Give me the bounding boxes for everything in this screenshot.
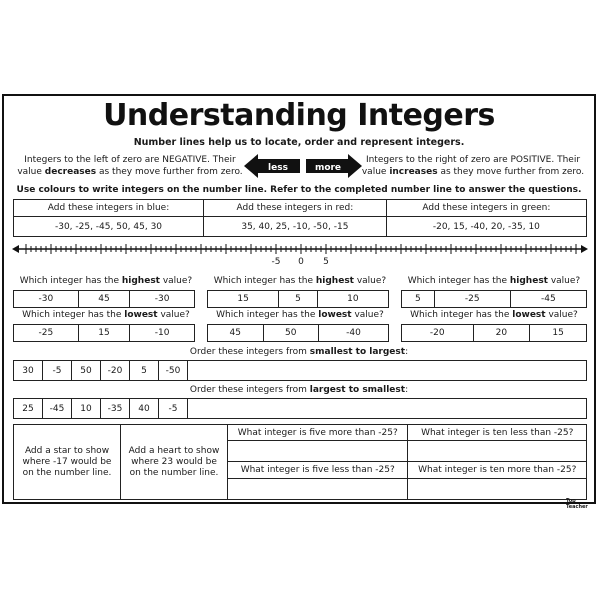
order-value: 30	[14, 361, 43, 381]
more-arrow-icon	[306, 154, 362, 178]
option[interactable]: 45	[78, 291, 129, 308]
five-less-question: What integer is five less than -25?	[228, 462, 408, 478]
option[interactable]: 45	[208, 325, 264, 342]
q-tail: value?	[157, 310, 190, 320]
q-text: Order these integers from	[189, 385, 310, 395]
worksheet	[2, 94, 596, 510]
five-more-question: What integer is five more than -25?	[228, 425, 408, 441]
lowest-options-3	[401, 324, 587, 342]
red-heading: Add these integers in red:	[204, 200, 387, 217]
q-tail: :	[405, 385, 409, 395]
subtitle: Number lines help us to locate, order and represent integers.	[133, 137, 465, 148]
lowest-options-1	[13, 324, 195, 342]
lowest-question-1	[13, 310, 199, 320]
highest-options-3	[401, 290, 587, 308]
less-arrow-icon	[244, 154, 300, 178]
option[interactable]: -25	[14, 325, 79, 342]
q-bold: lowest	[318, 310, 352, 320]
order-value: -45	[43, 399, 72, 419]
q-text: Which integer has the	[216, 310, 319, 320]
order-value: 50	[72, 361, 101, 381]
option[interactable]: 50	[263, 325, 319, 342]
less-label: less	[268, 163, 288, 173]
option[interactable]: 15	[208, 291, 279, 308]
option[interactable]: 20	[473, 325, 530, 342]
q-text: Which integer has the	[22, 310, 125, 320]
highest-question-2	[207, 276, 393, 286]
q-bold: highest	[509, 276, 548, 286]
order-answer-field[interactable]	[188, 399, 587, 419]
instruction: Use colours to write integers on the number line. Refer to the completed number line to answer the questions.	[16, 185, 582, 195]
green-values: -20, 15, -40, 20, -35, 10	[386, 217, 586, 237]
brand-logo: Top Teacher	[566, 498, 588, 510]
red-values: 35, 40, 25, -10, -50, -15	[204, 217, 387, 237]
q-text: Which integer has the	[407, 276, 510, 286]
bottom-tasks-table	[13, 424, 587, 500]
order-asc-question	[4, 347, 594, 357]
order-value: 25	[14, 399, 43, 419]
negative-note-text: Integers to the left of zero are NEGATIVE. Their value	[17, 155, 236, 177]
ten-less-answer[interactable]	[408, 441, 587, 462]
order-value: 40	[130, 399, 159, 419]
more-label: more	[314, 163, 342, 173]
q-tail: value?	[351, 310, 384, 320]
order-value: -5	[43, 361, 72, 381]
q-text: Order these integers from	[189, 347, 310, 357]
option[interactable]: -40	[319, 325, 389, 342]
color-groups-table	[13, 199, 587, 237]
q-tail: value?	[547, 276, 581, 286]
option[interactable]: -20	[402, 325, 474, 342]
highest-options-1	[13, 290, 195, 308]
star-task[interactable]: Add a star to show where -17 would be on the number line.	[14, 425, 121, 500]
q-tail: :	[405, 347, 409, 357]
positive-note-bold: increases	[389, 167, 438, 177]
order-desc-question	[4, 385, 594, 395]
five-less-answer[interactable]	[228, 478, 408, 499]
right-arrowhead-icon	[581, 245, 588, 253]
ten-more-question: What integer is ten more than -25?	[408, 462, 587, 478]
q-bold: highest	[315, 276, 354, 286]
order-value: -5	[159, 399, 188, 419]
q-bold: highest	[121, 276, 160, 286]
option[interactable]: 15	[530, 325, 587, 342]
option[interactable]: -45	[510, 291, 586, 308]
tick-label-0: 0	[298, 257, 304, 267]
blue-values: -30, -25, -45, 50, 45, 30	[14, 217, 204, 237]
option[interactable]: -30	[130, 291, 195, 308]
lowest-options-2	[207, 324, 389, 342]
q-bold: largest to smallest	[309, 385, 406, 395]
negative-note-tail: as they move further from zero.	[96, 167, 243, 177]
q-bold: lowest	[124, 310, 158, 320]
option[interactable]: 5	[279, 291, 318, 308]
positive-note-text: Integers to the right of zero are POSITIVE. Their value	[361, 155, 581, 177]
tick-label-minus-5: -5	[271, 257, 281, 267]
option[interactable]: -30	[14, 291, 79, 308]
heart-task[interactable]: Add a heart to show where 23 would be on the number line.	[121, 425, 228, 500]
highest-question-1	[13, 276, 199, 286]
q-text: Which integer has the	[213, 276, 316, 286]
order-desc-table	[13, 398, 587, 419]
lowest-question-2	[207, 310, 393, 320]
ten-less-question: What integer is ten less than -25?	[408, 425, 587, 441]
positive-note	[360, 154, 586, 178]
highest-question-3	[401, 276, 587, 286]
order-asc-table	[13, 360, 587, 381]
option[interactable]: -10	[130, 325, 195, 342]
blue-heading: Add these integers in blue:	[14, 200, 204, 217]
option[interactable]: 15	[78, 325, 129, 342]
ten-more-answer[interactable]	[408, 478, 587, 499]
page-title: Understanding Integers	[103, 98, 495, 133]
highest-options-2	[207, 290, 389, 308]
q-text: Which integer has the	[410, 310, 513, 320]
lowest-question-3	[401, 310, 587, 320]
option[interactable]: -25	[434, 291, 510, 308]
order-value: -35	[101, 399, 130, 419]
option[interactable]: 10	[317, 291, 388, 308]
order-value: -50	[159, 361, 188, 381]
option[interactable]: 5	[402, 291, 435, 308]
q-bold: lowest	[512, 310, 546, 320]
q-text: Which integer has the	[19, 276, 122, 286]
q-tail: value?	[353, 276, 387, 286]
tick-label-5: 5	[323, 257, 329, 267]
negative-note-bold: decreases	[44, 167, 97, 177]
order-value: -20	[101, 361, 130, 381]
negative-note	[14, 154, 246, 178]
q-bold: smallest to largest	[309, 347, 406, 357]
five-more-answer[interactable]	[228, 441, 408, 462]
positive-note-tail: as they move further from zero.	[437, 167, 585, 177]
q-tail: value?	[159, 276, 193, 286]
left-arrowhead-icon	[12, 245, 19, 253]
order-value: 10	[72, 399, 101, 419]
order-answer-field[interactable]	[188, 361, 587, 381]
number-line[interactable]	[12, 241, 588, 257]
q-tail: value?	[545, 310, 578, 320]
green-heading: Add these integers in green:	[386, 200, 586, 217]
order-value: 5	[130, 361, 159, 381]
